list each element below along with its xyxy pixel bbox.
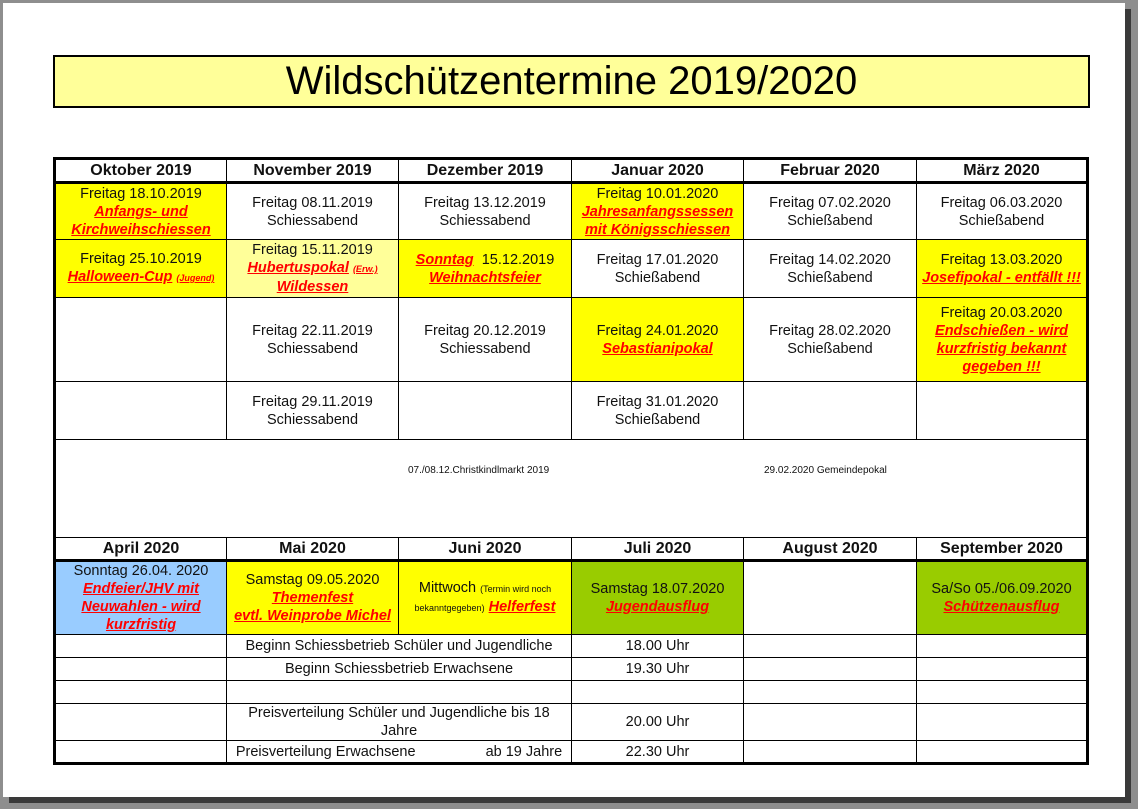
event-cell: [55, 240, 227, 298]
time-label: [227, 681, 572, 704]
event-note: (Erw.): [352, 264, 378, 274]
month-header-oktober: Oktober 2019: [55, 159, 227, 183]
event-cell: [399, 183, 572, 240]
empty-cell: [55, 704, 227, 741]
event-date: Freitag 31.01.2020: [596, 393, 719, 410]
event-cell: [399, 561, 572, 635]
event-date: Sa/So 05./06.09.2020: [931, 581, 1072, 597]
event-title: Schützenausflug: [943, 599, 1060, 615]
empty-cell: [55, 635, 227, 658]
event-date: Freitag 29.11.2019: [252, 393, 373, 410]
event-title: Helferfest: [488, 599, 556, 615]
event-title: Sebastianipokal: [602, 340, 713, 357]
event-date: Freitag 07.02.2020: [769, 194, 891, 211]
event-cell: [744, 183, 917, 240]
event-cell: [744, 240, 917, 298]
event-description: Schießabend: [614, 411, 701, 428]
notes-row: [55, 440, 1088, 538]
event-cell: [917, 561, 1088, 635]
page-title: Wildschützentermine 2019/2020: [53, 55, 1090, 108]
event-date: Freitag 18.10.2019: [80, 185, 202, 202]
event-cell: [399, 298, 572, 382]
event-cell: [399, 240, 572, 298]
event-cell: [917, 240, 1088, 298]
time-label: [227, 741, 572, 764]
event-date: Mittwoch: [418, 580, 477, 596]
event-note: (Termin wird noch bekanntgegeben): [414, 584, 552, 613]
event-date: Freitag 13.12.2019: [424, 194, 546, 211]
event-date: Samstag 18.07.2020: [590, 581, 725, 597]
empty-cell: [917, 681, 1088, 704]
event-cell: [227, 298, 399, 382]
month-header-juli: Juli 2020: [572, 538, 744, 561]
empty-cell: [55, 681, 227, 704]
empty-cell: [917, 704, 1088, 741]
empty-cell: [917, 741, 1088, 764]
empty-cell: [744, 382, 917, 440]
event-cell: [917, 183, 1088, 240]
event-description: Schießabend: [958, 212, 1045, 229]
empty-cell: [917, 635, 1088, 658]
time-value: 22.30 Uhr: [572, 741, 744, 764]
event-title: Jahresanfangssessen mit Königsschiessen: [581, 203, 734, 238]
event-description: Schiessabend: [266, 411, 359, 428]
time-label-text: Preisverteilung Erwachsene: [235, 743, 416, 760]
event-description: Schießabend: [787, 340, 873, 357]
note-christkindlmarkt: 07./08.12.Christkindlmarkt 2019: [408, 465, 550, 476]
event-cell: [572, 561, 744, 635]
month-header-august: August 2020: [744, 538, 917, 561]
event-cell: [572, 382, 744, 440]
event-title: Hubertuspokal: [247, 260, 349, 276]
event-date: Freitag 25.10.2019: [80, 251, 202, 267]
empty-cell: [917, 382, 1088, 440]
event-date: Freitag 28.02.2020: [769, 322, 891, 339]
event-title: Anfangs- und Kirchweihschiessen: [71, 203, 211, 238]
event-day: Sonntag: [415, 251, 474, 268]
event-date: Freitag 06.03.2020: [940, 194, 1063, 211]
month-header-mai: Mai 2020: [227, 538, 399, 561]
event-cell: [917, 298, 1088, 382]
event-cell: [572, 183, 744, 240]
empty-cell: [55, 298, 227, 382]
event-description: Schiessabend: [266, 212, 359, 229]
month-header-april: April 2020: [55, 538, 227, 561]
event-title: Weihnachtsfeier: [429, 269, 541, 286]
event-cell: [572, 240, 744, 298]
event-date: Freitag 20.03.2020: [940, 304, 1063, 321]
time-value: 20.00 Uhr: [572, 704, 744, 741]
event-description: Schießabend: [614, 269, 701, 286]
time-label: Preisverteilung Schüler und Jugendliche bis 18 Jahre: [227, 704, 572, 741]
event-title: Josefipokal - entfällt !!!: [922, 269, 1081, 286]
event-description: Schießabend: [787, 212, 873, 229]
month-header-juni: Juni 2020: [399, 538, 572, 561]
empty-cell: [55, 658, 227, 681]
event-date: Samstag 09.05.2020: [245, 572, 380, 588]
event-title: Endschießen - wird kurzfristig bekannt gegeben !!!: [935, 322, 1068, 375]
event-title: Halloween-Cup: [67, 269, 173, 285]
event-date: Freitag 20.12.2019: [424, 322, 546, 339]
month-header-dezember: Dezember 2019: [399, 159, 572, 183]
event-date: Freitag 10.01.2020: [596, 185, 719, 202]
event-date: 15.12.2019: [481, 251, 555, 268]
event-title-2: evtl. Weinprobe Michel: [234, 608, 391, 624]
empty-cell: [744, 741, 917, 764]
event-cell: [572, 298, 744, 382]
month-header-september: September 2020: [917, 538, 1088, 561]
empty-cell: [744, 658, 917, 681]
event-description: Schießabend: [787, 269, 873, 286]
event-cell: [227, 240, 399, 298]
event-date: Freitag 24.01.2020: [596, 322, 719, 339]
empty-cell: [55, 382, 227, 440]
event-title: Jugendausflug: [605, 599, 710, 615]
empty-cell: [744, 635, 917, 658]
empty-cell: [55, 741, 227, 764]
schedule-table: [53, 157, 1089, 765]
event-description: Schiessabend: [439, 340, 531, 357]
time-value: 19.30 Uhr: [572, 658, 744, 681]
event-cell: [744, 298, 917, 382]
event-date: Freitag 08.11.2019: [252, 194, 373, 211]
month-header-februar: Februar 2020: [744, 159, 917, 183]
time-label: Beginn Schiessbetrieb Schüler und Jugendliche: [227, 635, 572, 658]
event-note: (Jugend): [176, 273, 215, 283]
event-cell: [55, 561, 227, 635]
empty-cell: [744, 681, 917, 704]
event-date: Freitag 22.11.2019: [252, 322, 373, 339]
month-header-januar: Januar 2020: [572, 159, 744, 183]
event-date: Freitag 13.03.2020: [940, 251, 1063, 268]
time-label-extra: ab 19 Jahre: [485, 743, 563, 760]
month-header-november: November 2019: [227, 159, 399, 183]
event-cell: [227, 183, 399, 240]
empty-cell: [744, 704, 917, 741]
event-cell: [227, 561, 399, 635]
time-value: [572, 681, 744, 704]
note-gemeindepokal: 29.02.2020 Gemeindepokal: [764, 465, 887, 476]
event-title: Themenfest: [271, 590, 354, 606]
month-header-maerz: März 2020: [917, 159, 1088, 183]
event-title: Endfeier/JHV mit Neuwahlen - wird kurzfristig: [81, 581, 201, 633]
event-title-2: Wildessen: [276, 279, 349, 295]
event-date: Freitag 14.02.2020: [769, 251, 891, 268]
document-page: [3, 3, 1125, 797]
event-description: Schiessabend: [266, 340, 359, 357]
empty-cell: [917, 658, 1088, 681]
time-label: Beginn Schiessbetrieb Erwachsene: [227, 658, 572, 681]
empty-cell: [744, 561, 917, 635]
event-cell: [227, 382, 399, 440]
event-date: Freitag 17.01.2020: [596, 251, 719, 268]
time-value: 18.00 Uhr: [572, 635, 744, 658]
event-cell: [55, 183, 227, 240]
empty-cell: [399, 382, 572, 440]
event-date: Sonntag 26.04. 2020: [73, 563, 209, 579]
event-description: Schiessabend: [439, 212, 531, 229]
event-date: Freitag 15.11.2019: [252, 242, 373, 258]
